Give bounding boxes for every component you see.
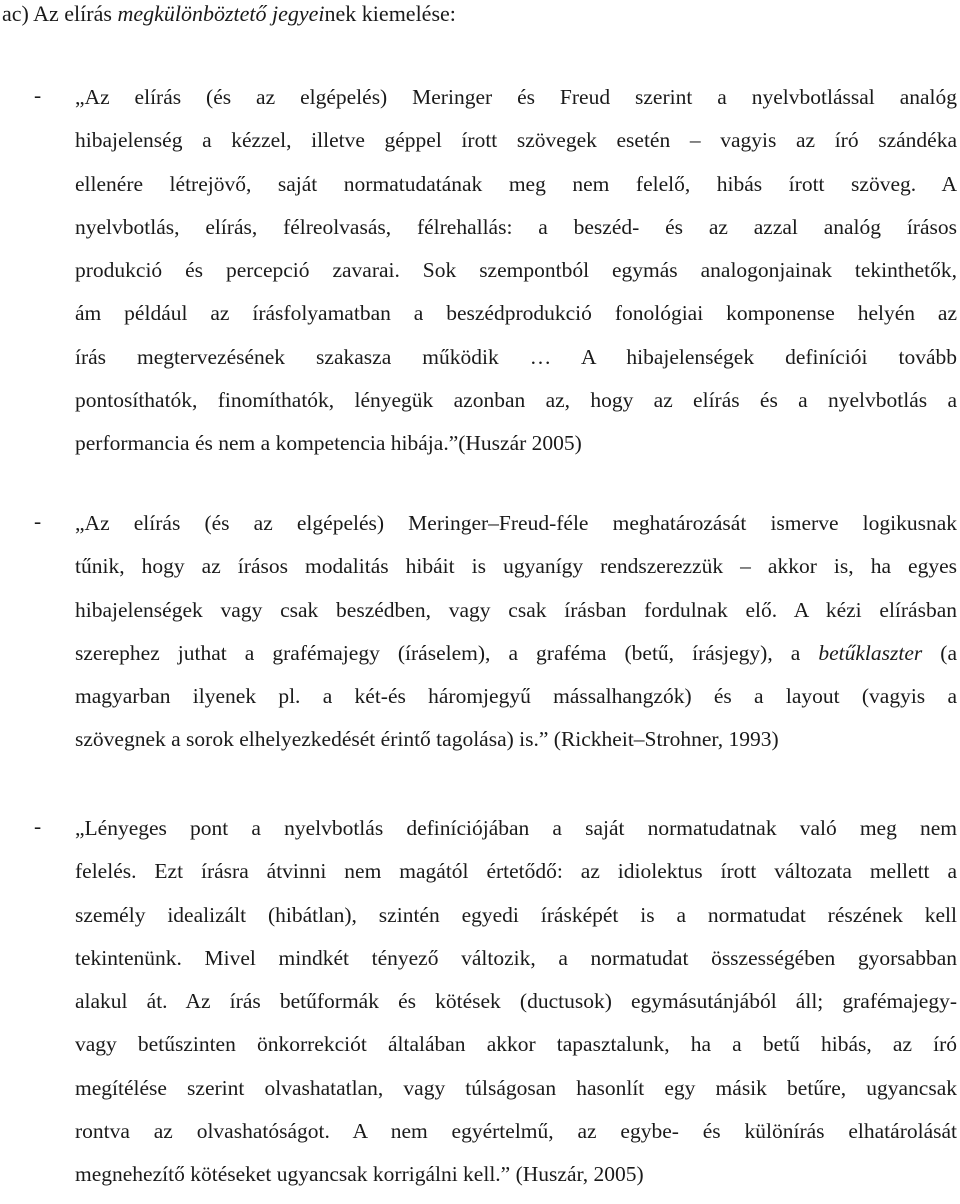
heading-italic: megkülönböztető jegyei xyxy=(117,1,325,26)
text-line: nyelvbotlás, elírás, félreolvasás, félrehallás: a beszéd- és az azzal analóg írásos xyxy=(75,214,957,239)
list-dash: - xyxy=(34,83,42,107)
text-line: vagy betűszinten önkorrekciót általában akkor tapasztalunk, ha a betű hibás, az író xyxy=(75,1032,957,1057)
text-line: „Az elírás (és az elgépelés) Meringer és Freud szerint a nyelvbotlással analóg xyxy=(75,85,957,109)
text-line: performancia és nem a kompetencia hibája.”(Huszár 2005) xyxy=(75,431,582,456)
heading-prefix: ac) Az elírás xyxy=(2,1,118,26)
text-line: rontva az olvashatóságot. A nem egyértelmű, az egybe- és különírás elhatárolását xyxy=(75,1119,957,1144)
text-line: produkció és percepció zavarai. Sok szempontból egymás analogonjainak tekinthetők, xyxy=(75,258,957,283)
text-line: „Lényeges pont a nyelvbotlás definíciójában a saját normatudatnak való meg nem xyxy=(75,816,957,840)
section-heading xyxy=(2,1,456,27)
text-line: tűnik, hogy az írásos modalitás hibáit is ugyanígy rendszerezzük – akkor is, ha egyes xyxy=(75,554,957,579)
text-line: szerephez juthat a grafémajegy (íráselem), a graféma (betű, írásjegy), a betűklaszter (a xyxy=(75,640,958,665)
text-line: ellenére létrejövő, saját normatudatának meg nem felelő, hibás írott szöveg. A xyxy=(75,171,957,196)
quote-body xyxy=(75,509,957,769)
text-line: alakul át. Az írás betűformák és kötések (ductusok) egymásutánjából áll; grafémajegy- xyxy=(75,989,957,1014)
heading-suffix: nek kiemelése: xyxy=(324,1,456,26)
text-line: magyarban ilyenek pl. a két-és háromjegyű mássalhangzók) és a layout (vagyis a xyxy=(75,684,957,709)
text-line: szövegnek a sorok elhelyezkedését érintő tagolása) is.” (Rickheit–Strohner, 1993) xyxy=(75,727,779,752)
text-line: írás megtervezésének szakasza működik … A hibajelenségek definíciói tovább xyxy=(75,344,957,369)
quote-body xyxy=(75,814,957,1204)
text-line: hibajelenség a kézzel, illetve géppel írott szövegek esetén – vagyis az író szándéka xyxy=(75,128,957,153)
text-line: megítélése szerint olvashatatlan, vagy túlságosan hasonlít egy másik betűre, ugyancsak xyxy=(75,1075,957,1100)
text-line: tekintenünk. Mivel mindkét tényező változik, a normatudat összességében gyorsabban xyxy=(75,945,957,970)
quote-body xyxy=(75,83,957,473)
text-line: ám például az írásfolyamatban a beszédprodukció fonológiai komponense helyén az xyxy=(75,301,957,326)
list-dash: - xyxy=(34,814,42,838)
text-line: pontosíthatók, finomíthatók, lényegük azonban az, hogy az elírás és a nyelvbotlás a xyxy=(75,388,957,413)
text-line: személy idealizált (hibátlan), szintén egyedi írásképét is a normatudat részének kell xyxy=(75,902,957,927)
text-line: felelés. Ezt írásra átvinni nem magától értetődő: az idiolektus írott változata mellett a xyxy=(75,859,957,884)
list-dash: - xyxy=(34,509,42,533)
text-line: „Az elírás (és az elgépelés) Meringer–Freud-féle meghatározását ismerve logikusnak xyxy=(75,511,957,535)
text-line: megnehezítő kötéseket ugyancsak korrigálni kell.” (Huszár, 2005) xyxy=(75,1162,644,1187)
text-line: hibajelenségek vagy csak beszédben, vagy csak írásban fordulnak elő. A kézi elírásban xyxy=(75,597,957,622)
